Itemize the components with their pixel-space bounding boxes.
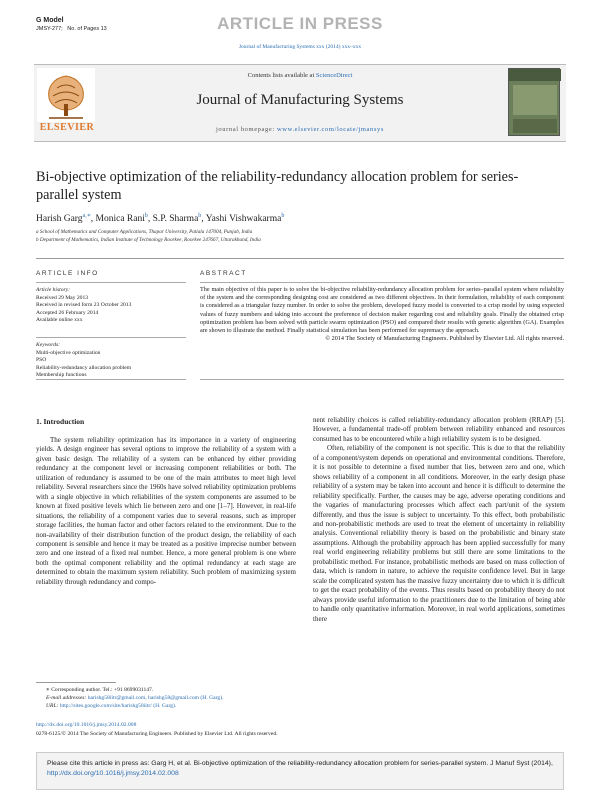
footnote-rule <box>36 682 116 683</box>
doi-link[interactable]: http://dx.doi.org/10.1016/j.jmsy.2014.02.008 <box>36 722 137 728</box>
author-name[interactable]: Monica Rani <box>95 214 145 225</box>
abstract-heading: ABSTRACT <box>200 270 247 277</box>
elsevier-wordmark: ELSEVIER <box>39 122 95 133</box>
email-line <box>46 695 306 703</box>
elsevier-tree-logo-icon <box>37 68 95 122</box>
author-name[interactable]: Harish Garg <box>36 214 83 225</box>
journal-cover-thumbnail <box>508 68 560 136</box>
keyword-item: Reliability-redundancy allocation problem <box>36 364 132 371</box>
abstract-copyright: © 2014 The Society of Manufacturing Engineers. Published by Elsevier Ltd. All rights reserved. <box>325 335 564 343</box>
section-divider <box>36 258 564 259</box>
issn-copyright: 0278-6125/© 2014 The Society of Manufacturing Engineers. Published by Elsevier Ltd. All rights reserved. <box>36 731 278 737</box>
article-code: JMSY-277; <box>36 26 63 32</box>
divider <box>36 337 186 338</box>
history-label: Article history: <box>36 287 71 293</box>
contents-available <box>150 72 450 79</box>
paragraph: Often, reliability of the component is not specific. This is due to that the reliability of a component/system depends on operational and environmental conditions. Therefore, it is not possible to determine a fixed number that lies, between zero and one, which shows reliability of a component in all conditions. Moreover, in the early design phase reliability of a system may be taken into account and hence it is difficult to determine the reliability specifically. Further, the causes may be age, adverse operating conditions and the vagaries of manufacturing processes which affect each part/unit of the system differently, and thus the issue is subject to uncertainty. To this effect, both probabilistic and non-probabilistic methods are used to treat the element of uncertainty in reliability analysis. Conventional reliability theory is based on the probabilistic and binary state assumptions. Although the probability approach has been applied successfully for many real world engineering reliability problems but still there are some limitations to the probabilistic method. For instance, probabilistic methods are based on mass collection of data, which is random in nature, to achieve the requisite confidence level. But in large scale the complicated system has the massive fuzzy uncertainty due to which it is difficult to get the exact probability of the events. Thus results based on probability theory do not always provide useful information to the practitioners due to the limitation of being able to handle only quantitative information. Moreover, in real world applications, sometimes there <box>313 444 565 623</box>
cite-this-article-box <box>36 752 564 790</box>
journal-code <box>36 26 107 32</box>
email-label: E-mail addresses: <box>46 694 87 701</box>
cite-doi-link[interactable]: http://dx.doi.org/10.1016/j.jmsy.2014.02.008 <box>47 769 179 777</box>
affiliations <box>36 228 536 244</box>
article-in-press-banner: ARTICLE IN PRESS <box>217 14 383 33</box>
author-affiliation-mark[interactable]: b <box>198 213 202 219</box>
keyword-item: PSO <box>36 357 47 364</box>
url-label: URL: <box>46 702 59 709</box>
keywords-label: Keywords: <box>36 342 61 348</box>
divider <box>36 379 186 380</box>
contents-prefix: Contents lists available at <box>247 72 315 79</box>
model-label: G Model <box>36 17 64 24</box>
cite-text: Please cite this article in press as: Garg H, et al. Bi-objective optimization of the reliability-redundancy allocation problem for series-parallel system. J Manuf Syst (2014), <box>47 760 553 767</box>
divider <box>200 282 564 283</box>
author-affiliation-mark[interactable]: b <box>281 213 285 219</box>
history-item: Received in revised form 23 October 2013 <box>36 302 132 309</box>
body-column-left <box>36 436 296 587</box>
history-item: Available online xxx <box>36 317 83 324</box>
homepage-prefix: journal homepage: <box>216 126 275 133</box>
author-list: Harish Garg$^{a,∗}$, Monica Rani$^b$, S.P. Sharma$^b$, Yashi Vishwakarma$^b$ <box>36 213 285 225</box>
article-history <box>36 287 186 325</box>
homepage-link[interactable]: www.elsevier.com/locate/jmansys <box>277 126 384 133</box>
journal-homepage <box>150 126 450 133</box>
affiliation-item: b Department of Mathematics, Indian Institute of Technology Roorkee, Roorkee 247667, Uttarakhand, India <box>36 237 261 243</box>
keywords-block <box>36 342 186 380</box>
section-heading-introduction: 1. Introduction <box>36 417 85 426</box>
sciencedirect-link[interactable]: ScienceDirect <box>315 72 353 79</box>
url-line <box>46 703 306 711</box>
history-item: Accepted 26 February 2014 <box>36 309 99 316</box>
paragraph: The system reliability optimization has its importance in a variety of engineering yields. A design engineer has several options to improve the reliability of a system with a given basic design. The reliability of a system can be enhanced by either providing redundancy at the component level or increasing component reliabilities or both. The utilization of redundancy is assumed to be one of the main attributes to meet high level reliability. Several researchers since the 1960s have solved reliability optimization problems with a single objective in which reliabilities of the system components are assumed to be known at fixed positive levels which lie between zero and one [1–7]. However, in real-life situations, the reliability of a component varies due to several reasons, such as improper storage facilities, the human factor and other factors related to the environment. Due to the non-availability of their distribution function of the product design, the reliability of each component is sensible and hence it may be treated as a positive imprecise number between zero and one instead of a fixed real number. Hence, a more general problem is one where both the optimal component reliability and the optimal redundancy at each stage are determined to obtain the maximum system reliability. Such problem of maximizing system reliability through redundancy and compo- <box>36 436 296 586</box>
divider <box>36 282 186 283</box>
author-affiliation-mark[interactable]: a,∗ <box>82 213 91 219</box>
article-title: Bi-objective optimization of the reliability-redundancy allocation problem for series-parallel system <box>36 169 519 203</box>
journal-cover-art-icon <box>509 69 561 137</box>
journal-citation-top[interactable]: Journal of Manufacturing Systems xxx (2014) xxx–xxx <box>238 44 362 50</box>
paragraph: nent reliability choices is called reliability-redundancy allocation problem (RRAP) [5]. However, a fundamental trade-off problem between reliability enhanced and resources consumed has to be encountered while a high reliability system is to be designed. <box>313 416 565 443</box>
author-name[interactable]: Yashi Vishwakarma <box>205 214 282 225</box>
author-name[interactable]: S.P. Sharma <box>152 214 199 225</box>
keyword-item: Multi-objective optimization <box>36 349 101 356</box>
divider <box>200 379 564 380</box>
homepage-url-link[interactable]: http://sites.google.com/site/harishg58iitr/ (H. Garg). <box>59 702 177 709</box>
affiliation-item: a School of Mathematics and Computer Applications, Thapar University, Patiala 147004, Punjab, India <box>36 229 253 235</box>
body-column-right <box>313 416 565 624</box>
page-count: No. of Pages 13 <box>67 26 107 32</box>
abstract-body <box>200 286 564 343</box>
keyword-item: Membership functions <box>36 372 87 379</box>
journal-name: Journal of Manufacturing Systems <box>196 92 404 108</box>
abstract-text: The main objective of this paper is to solve the bi-objective reliability-redundancy allocation problem for series–parallel system where reliability of the system and the corresponding designing cost are considered as two different objectives. In their formulation, reliability of each component is considered as a triangular fuzzy number. In order to solve the problem, developed fuzzy model is converted to a crisp model by using expected values of fuzzy numbers and taking into account the preference of decision maker regarding cost and reliability goals. Finally the obtained crisp optimization problem has been solved with particle swarm optimization (PSO) and compared their results with genetic algorithm (GA). Examples are shown to illustrate the method. Finally statistical simulation has been performed for supremacy the approach. <box>200 286 564 335</box>
history-item: Received 29 May 2013 <box>36 294 89 301</box>
footnotes <box>46 687 306 711</box>
author-affiliation-mark[interactable]: b <box>144 213 148 219</box>
article-info-heading: ARTICLE INFO <box>36 270 99 277</box>
corresponding-author: ∗ Corresponding author. Tel.: +91 8699031147. <box>46 687 154 693</box>
email-link[interactable]: harishg58iitr@gmail.com, harishg58@gmail.com (H. Garg). <box>87 694 224 701</box>
